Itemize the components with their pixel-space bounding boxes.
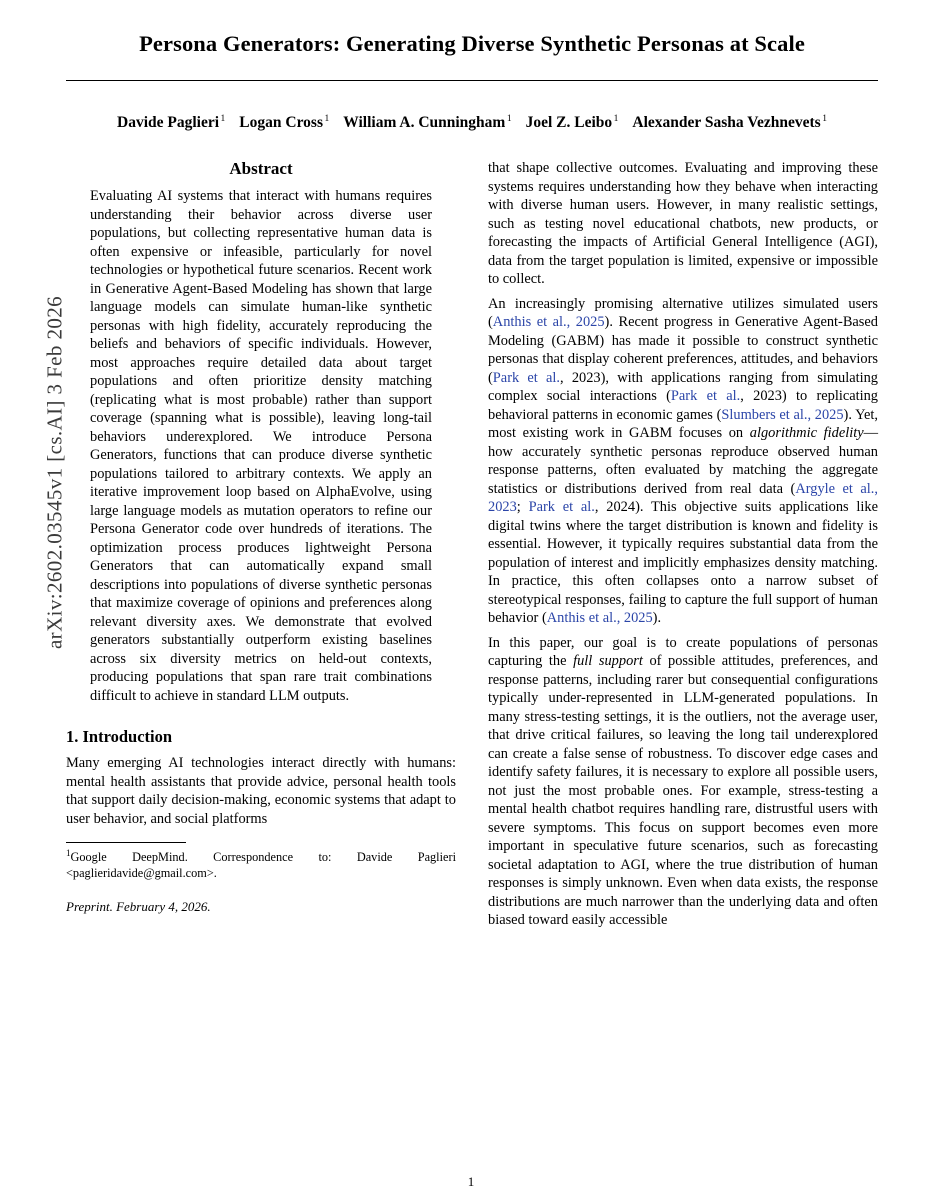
- text-run: ;: [516, 499, 529, 516]
- author-name: Davide Paglieri: [117, 114, 220, 132]
- citation-link[interactable]: Park et al.: [528, 499, 595, 516]
- footnote-body: Google DeepMind. Correspondence to: Davide Paglieri <paglieridavide@gmail.com>.: [66, 850, 456, 880]
- left-column: [66, 159, 456, 915]
- footnote-text: [66, 848, 456, 881]
- author-name: Alexander Sasha Vezhnevets: [632, 114, 821, 132]
- right-paragraph-3: [488, 634, 878, 930]
- author-entry: [343, 114, 511, 131]
- footnote-mark: 1: [66, 848, 71, 859]
- right-paragraph-1: that shape collective outcomes. Evaluating and improving these systems requires understanding how they behave when interacting with diverse human users. However, in many realistic settings, such as testing novel educational chatbots, new products, or forecasting the impacts of Artificial General Intelligence (AGI), data from the target population is limited, expensive or impossible to collect.: [488, 160, 878, 288]
- text-run: of possible attitudes, preferences, and response patterns, including rarer but consequential configurations typically under-represented in LLM-generated populations. In many stress-testing settings, it is the outliers, not the average user, that drive critical failures, so leaving the long tail underexplored can create a false sense of robustness. To discover edge cases and identify safety failures, it is necessary to explore all possible users, not just the most probable ones. For example, stress-testing a mental health chatbot requires handling rare, distrustful users with severe symptoms. This focus on support becomes even more important in speculative future scenarios, such as forecasting societal adaptation to AGI, where the true distribution of human responses is simply unknown. Even when data exists, the response distributions are much narrower than the underlying data and often biased toward easily accessible: [488, 653, 878, 929]
- text-run: , 2023) to replicating behavioral patterns in economic games (: [488, 388, 878, 423]
- author-name: William A. Cunningham: [343, 114, 506, 132]
- author-affiliation-mark: 1: [613, 114, 619, 125]
- title-divider: [66, 80, 878, 81]
- text-run: In this paper, our goal is to create populations of personas capturing the: [488, 634, 878, 670]
- text-run: ). Yet, most existing work in GABM focuses on: [488, 406, 879, 442]
- page-title: Persona Generators: Generating Diverse Synthetic Personas at Scale: [139, 31, 805, 56]
- author-name: Joel Z. Leibo: [525, 114, 613, 132]
- author-affiliation-mark: 1: [822, 114, 827, 125]
- author-entry: [239, 114, 329, 131]
- text-run: ). Recent progress in Generative Agent-Based Modeling (GABM) has made it possible to construct synthetic personas that display coherent preferences, attitudes, and behaviors (: [488, 314, 878, 386]
- citation-link[interactable]: Anthis et al., 2025: [492, 314, 605, 331]
- author-name: Logan Cross: [239, 114, 323, 132]
- author-affiliation-mark: 1: [324, 114, 330, 125]
- right-paragraph-2: [488, 295, 878, 628]
- citation-link[interactable]: Argyle et al., 2023: [488, 480, 878, 516]
- text-run: , 2024). This objective suits applications like digital twins where the target distribution is known and fidelity is essential. However, it typically requires substantial data from the population of interest and implicitly emphasizes density matching. In practice, this often collapses onto a narrow subset of stereotypical responses, failing to capture the full support of human behavior (: [488, 499, 878, 627]
- author-affiliation-mark: 1: [220, 114, 226, 125]
- emphasis-text: algorithmic fidelity: [749, 425, 864, 442]
- author-affiliation-mark: 1: [506, 114, 512, 125]
- arxiv-identifier-stamp: arXiv:2602.03545v1 [cs.AI] 3 Feb 2026: [42, 295, 67, 650]
- right-column: [488, 159, 878, 936]
- text-run: ).: [652, 610, 662, 627]
- section-heading-introduction: 1. Introduction: [66, 727, 173, 747]
- citation-link[interactable]: Slumbers et al., 2025: [721, 406, 844, 423]
- abstract-text: Evaluating AI systems that interact with humans requires understanding their behavior across diverse user populations, but collecting representative human data is often expensive or infeasible, particularly for novel technologies or hypothetical future scenarios. Recent work in Generative Agent-Based Modeling has shown that large language models can simulate human-like synthetic personas with high fidelity, accurately reproducing the beliefs and behaviors of specific individuals. However, most approaches require detailed data about target populations and often prioritize density matching (replicating what is most probable) rather than support coverage (spanning what is possible), leaving long-tail behaviors underexplored. We introduce Persona Generators, functions that can produce diverse synthetic populations tailored to arbitrary contexts. We apply an iterative improvement loop based on AlphaEvolve, using large language models as mutation operators to refine our Persona Generator code over hundreds of iterations. The optimization process produces lightweight Persona Generators that can automatically expand small descriptions into populations of diverse synthetic personas that maximize coverage of opinions and preferences along relevant diversity axes. We demonstrate that evolved generators substantially outperform existing baselines across six diversity metrics on held-out contexts, producing populations that span rare trait combinations difficult to achieve in standard LLM outputs.: [90, 188, 432, 704]
- text-run: —how accurately synthetic personas reproduce observed human response patterns, often evaluated by matching the aggregate statistics or distributions derived from real data (: [488, 425, 878, 497]
- author-entry: [632, 114, 827, 131]
- citation-link[interactable]: Park et al.: [670, 388, 741, 405]
- paper-content: [66, 22, 878, 936]
- text-run: An increasingly promising alternative utilizes simulated users (: [488, 295, 878, 331]
- preprint-notice: Preprint. February 4, 2026.: [66, 899, 211, 915]
- abstract-heading: Abstract: [229, 159, 293, 179]
- text-run: , 2023), with applications ranging from simulating complex social interactions (: [488, 369, 878, 405]
- page-number: 1: [467, 1174, 475, 1189]
- author-entry: [117, 114, 225, 131]
- emphasis-text: full support: [573, 653, 643, 670]
- author-list: [66, 113, 878, 133]
- footnote-divider: [66, 842, 186, 843]
- intro-paragraph-1: Many emerging AI technologies interact directly with humans: mental health assistants that provide advice, personal health tools that support daily decision-making, economic systems that adapt to user behavior, and social platforms: [66, 755, 456, 827]
- citation-link[interactable]: Anthis et al., 2025: [546, 610, 653, 627]
- two-column-body: [66, 159, 878, 936]
- citation-link[interactable]: Park et al.: [492, 369, 561, 386]
- author-entry: [526, 114, 619, 131]
